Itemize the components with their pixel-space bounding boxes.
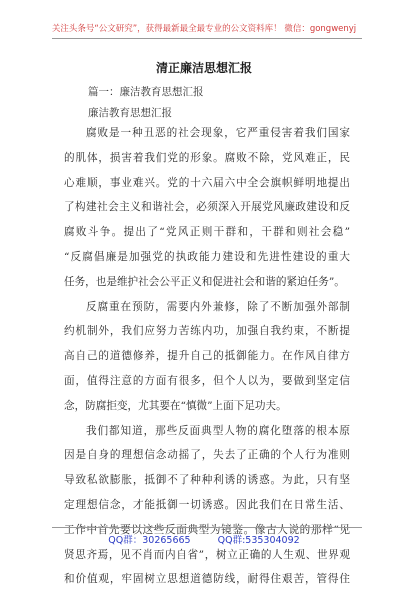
paragraph-line: 因是自身的理想信念动摇了，失去了正确的个人行为准则: [64, 449, 350, 462]
paragraph-line: 贤思齐焉，见不肖而内自省”，树立正确的人生观、世界观: [64, 548, 350, 561]
document-title: 清正廉洁思想汇报: [155, 61, 252, 75]
paragraph-line: 面，值得注意的方面有很多，但个人以为，要做到坚定信: [64, 374, 350, 387]
paragraph-line: 约机制外，我们应努力苦练内功，加强自我约束，不断提: [64, 325, 350, 338]
section-heading: 篇一：廉洁教育思想汇报: [88, 86, 204, 98]
paragraph-line: 定理想信念，才能抵御一切诱惑。因此我们在日常生活、: [64, 498, 350, 511]
page-footer: [0, 532, 408, 546]
document-subtitle: 廉洁教育思想汇报: [88, 107, 172, 119]
paragraph-line: 任务，也是维护社会公平正义和促进社会和谐的紧迫任务”。: [64, 275, 345, 288]
paragraph-line: 我们都知道，那些反面典型人物的腐化堕落的根本原: [86, 424, 350, 437]
page-header: 关注头条号“公文研究”，获得最新最全最专业的公文资料库！ 微信：gongwenyj: [51, 24, 357, 34]
footer-qq-group-1: QQ群：30265665: [108, 535, 191, 546]
paragraph-line: 念，防腐拒变，尤其要在“慎微”上面下足功夫。: [64, 399, 287, 412]
paragraph-line: 的肌体，损害着我们党的形象。腐败不除，党风难正，民: [64, 151, 350, 164]
paragraph-line: “反腐倡廉是加强党的执政能力建设和先进性建设的重大: [64, 250, 350, 263]
header-rule: [52, 38, 362, 39]
paragraph-line: 导致私欲膨胀，抵御不了种种利诱的诱惑。为此，只有坚: [64, 474, 350, 487]
paragraph-line: 腐败是一种丑恶的社会现象，它严重侵害着我们国家: [86, 127, 350, 139]
paragraph-line: 了构建社会主义和谐社会，必须深入开展党风廉政建设和反: [64, 201, 350, 214]
paragraph-line: 腐败斗争。提出了“党风正则干群和，干群和则社会稳”: [64, 226, 350, 239]
paragraph: [64, 419, 350, 592]
paragraph-line: 反腐重在预防，需要内外兼修，除了不断加强外部制: [86, 300, 350, 313]
paragraph: [64, 295, 350, 419]
footer-qq-group-2: QQ群:535304092: [217, 535, 300, 546]
footer-rule: [52, 527, 362, 528]
paragraph-line: 高自己的道德修养，提升自己的抵御能力。在作风自律方: [64, 350, 350, 363]
paragraph: [64, 121, 350, 295]
paragraph-line: 工作中首先要以这些反面典型为镜鉴。像古人说的那样“见: [64, 523, 350, 536]
document-body: [64, 121, 350, 592]
paragraph-line: 心难顺，事业难兴。党的十六届六中全会旗帜鲜明地提出: [64, 176, 350, 189]
paragraph-line: 和价值观，牢固树立思想道德防线，耐得住艰苦，管得住: [64, 573, 350, 586]
